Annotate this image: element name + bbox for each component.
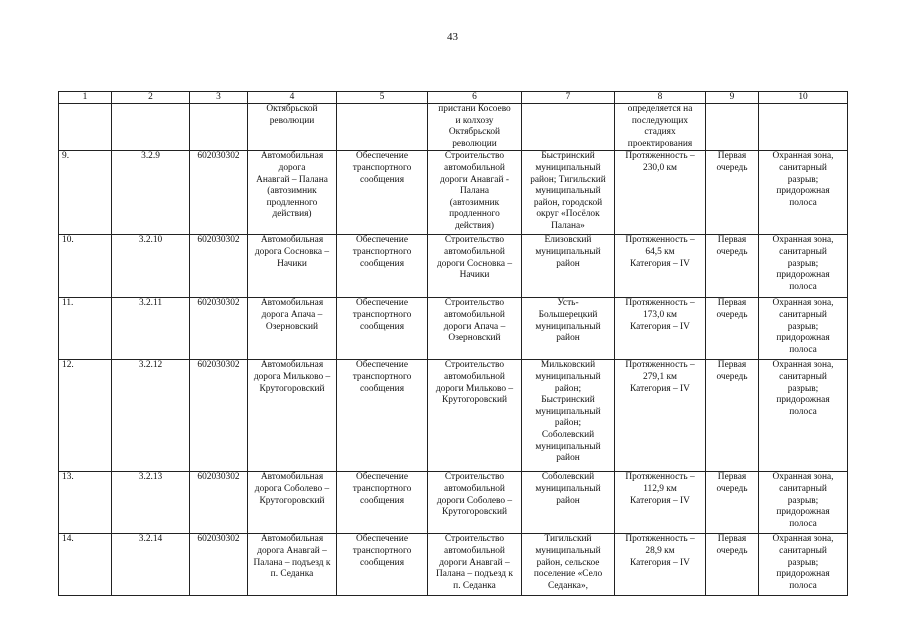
row-number-cell bbox=[59, 104, 112, 151]
header-cell: 10 bbox=[759, 92, 848, 104]
description-cell: Строительство автомобильной дороги Анавгай - Палана (автозимник продленного действия) bbox=[428, 151, 522, 235]
index-cell: 3.2.13 bbox=[112, 472, 190, 534]
object-name-cell: Автомобильная дорога Сосновка – Начики bbox=[248, 235, 337, 298]
header-cell: 8 bbox=[615, 92, 706, 104]
characteristics-cell: Протяженность – 64,5 км Категория – IV bbox=[615, 235, 706, 298]
index-cell: 3.2.12 bbox=[112, 360, 190, 472]
purpose-cell: Обеспечение транспортного сообщения bbox=[337, 534, 428, 596]
header-cell: 7 bbox=[522, 92, 615, 104]
stage-cell: Первая очередь bbox=[706, 360, 759, 472]
header-cell: 6 bbox=[428, 92, 522, 104]
table-row bbox=[59, 534, 848, 596]
characteristics-cell: Протяженность – 28,9 км Категория – IV bbox=[615, 534, 706, 596]
table-row bbox=[59, 104, 848, 151]
purpose-cell: Обеспечение транспортного сообщения bbox=[337, 472, 428, 534]
characteristics-cell: Протяженность – 112,9 км Категория – IV bbox=[615, 472, 706, 534]
row-number-cell: 13. bbox=[59, 472, 112, 534]
header-row bbox=[59, 92, 848, 104]
location-cell: Мильковский муниципальный район; Быстринский муниципальный район; Соболевский муниципальный район bbox=[522, 360, 615, 472]
header-cell: 5 bbox=[337, 92, 428, 104]
characteristics-cell: Протяженность – 279,1 км Категория – IV bbox=[615, 360, 706, 472]
row-number-cell: 9. bbox=[59, 151, 112, 235]
header-cell: 2 bbox=[112, 92, 190, 104]
code-cell: 602030302 bbox=[190, 534, 248, 596]
header-cell: 4 bbox=[248, 92, 337, 104]
purpose-cell: Обеспечение транспортного сообщения bbox=[337, 151, 428, 235]
row-number-cell: 12. bbox=[59, 360, 112, 472]
page-number: 43 bbox=[447, 31, 458, 43]
header-cell: 9 bbox=[706, 92, 759, 104]
stage-cell: Первая очередь bbox=[706, 534, 759, 596]
description-cell: Строительство автомобильной дороги Сосновка – Начики bbox=[428, 235, 522, 298]
characteristics-cell: Протяженность – 173,0 км Категория – IV bbox=[615, 298, 706, 360]
zone-cell: Охранная зона, санитарный разрыв; придорожная полоса bbox=[759, 298, 848, 360]
description-cell: Строительство автомобильной дороги Соболево – Крутогоровский bbox=[428, 472, 522, 534]
stage-cell: Первая очередь bbox=[706, 235, 759, 298]
zone-cell: Охранная зона, санитарный разрыв; придорожная полоса bbox=[759, 472, 848, 534]
code-cell: 602030302 bbox=[190, 472, 248, 534]
purpose-cell: Обеспечение транспортного сообщения bbox=[337, 360, 428, 472]
characteristics-cell: Протяженность – 230,0 км bbox=[615, 151, 706, 235]
table-row bbox=[59, 472, 848, 534]
location-cell: Елизовский муниципальный район bbox=[522, 235, 615, 298]
table-row bbox=[59, 298, 848, 360]
zone-cell: Охранная зона, санитарный разрыв; придорожная полоса bbox=[759, 151, 848, 235]
index-cell bbox=[112, 104, 190, 151]
characteristics-cell: определяется на последующих стадиях проектирования bbox=[615, 104, 706, 151]
code-cell: 602030302 bbox=[190, 298, 248, 360]
object-name-cell: Автомобильная дорога Апача – Озерновский bbox=[248, 298, 337, 360]
code-cell bbox=[190, 104, 248, 151]
location-cell: Тигильский муниципальный район, сельское поселение «Село Седанка», bbox=[522, 534, 615, 596]
index-cell: 3.2.11 bbox=[112, 298, 190, 360]
location-cell: Усть- Большерецкий муниципальный район bbox=[522, 298, 615, 360]
description-cell: пристани Косоево и колхозу Октябрьской революции bbox=[428, 104, 522, 151]
code-cell: 602030302 bbox=[190, 235, 248, 298]
location-cell: Соболевский муниципальный район bbox=[522, 472, 615, 534]
object-name-cell: Автомобильная дорога Анавгай – Палана – подъезд к п. Седанка bbox=[248, 534, 337, 596]
zone-cell: Охранная зона, санитарный разрыв; придорожная полоса bbox=[759, 360, 848, 472]
table-row bbox=[59, 151, 848, 235]
stage-cell bbox=[706, 104, 759, 151]
index-cell: 3.2.14 bbox=[112, 534, 190, 596]
code-cell: 602030302 bbox=[190, 151, 248, 235]
table-row bbox=[59, 360, 848, 472]
header-cell: 1 bbox=[59, 92, 112, 104]
code-cell: 602030302 bbox=[190, 360, 248, 472]
location-cell: Быстринский муниципальный район; Тигильский муниципальный район, городской округ «Посёлок Палана» bbox=[522, 151, 615, 235]
zone-cell: Охранная зона, санитарный разрыв; придорожная полоса bbox=[759, 235, 848, 298]
table-row bbox=[59, 235, 848, 298]
object-name-cell: Автомобильная дорога Мильково – Крутогоровский bbox=[248, 360, 337, 472]
zone-cell: Охранная зона, санитарный разрыв; придорожная полоса bbox=[759, 534, 848, 596]
description-cell: Строительство автомобильной дороги Анавгай – Палана – подъезд к п. Седанка bbox=[428, 534, 522, 596]
description-cell: Строительство автомобильной дороги Мильково – Крутогоровский bbox=[428, 360, 522, 472]
object-name-cell: Автомобильная дорога Анавгай – Палана (автозимник продленного действия) bbox=[248, 151, 337, 235]
row-number-cell: 10. bbox=[59, 235, 112, 298]
location-cell bbox=[522, 104, 615, 151]
index-cell: 3.2.10 bbox=[112, 235, 190, 298]
row-number-cell: 14. bbox=[59, 534, 112, 596]
purpose-cell bbox=[337, 104, 428, 151]
row-number-cell: 11. bbox=[59, 298, 112, 360]
index-cell: 3.2.9 bbox=[112, 151, 190, 235]
object-name-cell: Автомобильная дорога Соболево – Крутогоровский bbox=[248, 472, 337, 534]
purpose-cell: Обеспечение транспортного сообщения bbox=[337, 235, 428, 298]
purpose-cell: Обеспечение транспортного сообщения bbox=[337, 298, 428, 360]
zone-cell bbox=[759, 104, 848, 151]
header-cell: 3 bbox=[190, 92, 248, 104]
description-cell: Строительство автомобильной дороги Апача – Озерновский bbox=[428, 298, 522, 360]
stage-cell: Первая очередь bbox=[706, 298, 759, 360]
object-name-cell: Октябрьской революции bbox=[248, 104, 337, 151]
stage-cell: Первая очередь bbox=[706, 472, 759, 534]
planning-table bbox=[58, 91, 848, 596]
stage-cell: Первая очередь bbox=[706, 151, 759, 235]
